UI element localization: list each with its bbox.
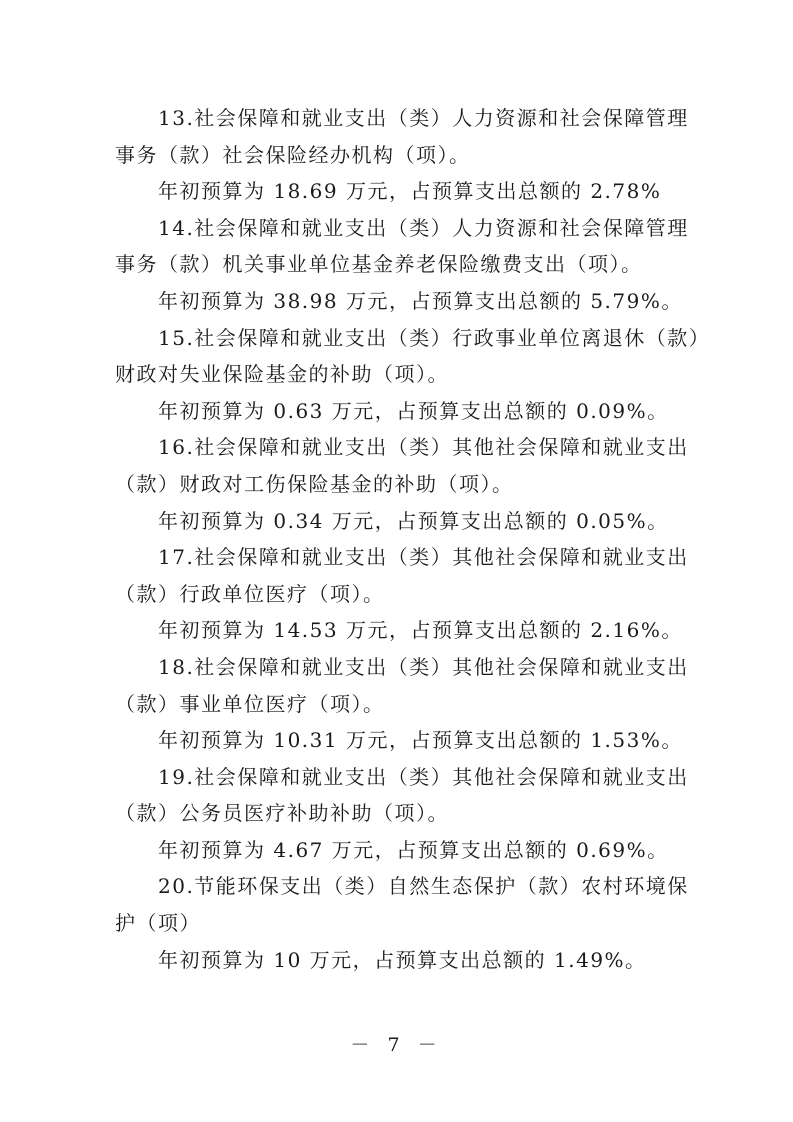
- item-13-budget: 年初预算为 18.69 万元，占预算支出总额的 2.78%: [158, 179, 662, 204]
- item-14-heading-cont: 事务（款）机关事业单位基金养老保险缴费支出（项）。: [115, 252, 643, 277]
- item-16-heading: 16.社会保障和就业支出（类）其他社会保障和就业支出: [158, 435, 689, 460]
- item-14-heading: 14.社会保障和就业支出（类）人力资源和社会保障管理: [158, 215, 689, 240]
- item-18-heading: 18.社会保障和就业支出（类）其他社会保障和就业支出: [158, 654, 689, 679]
- page-number: － 7 －: [350, 1034, 443, 1056]
- item-20-heading: 20.节能环保支出（类）自然生态保护（款）农村环境保: [158, 874, 689, 899]
- item-15-budget: 年初预算为 0.63 万元，占预算支出总额的 0.09%。: [158, 398, 669, 423]
- item-19-heading: 19.社会保障和就业支出（类）其他社会保障和就业支出: [158, 764, 689, 789]
- item-17-budget: 年初预算为 14.53 万元，占预算支出总额的 2.16%。: [158, 618, 683, 643]
- item-17-heading: 17.社会保障和就业支出（类）其他社会保障和就业支出: [158, 545, 689, 570]
- item-15-heading-cont: 财政对失业保险基金的补助（项）。: [115, 362, 449, 387]
- item-18-heading-cont: （款）事业单位医疗（项）。: [115, 691, 385, 716]
- item-13-heading-cont: 事务（款）社会保险经办机构（项）。: [115, 142, 471, 167]
- item-17-heading-cont: （款）行政单位医疗（项）。: [115, 581, 385, 606]
- item-20-budget: 年初预算为 10 万元，占预算支出总额的 1.49%。: [158, 947, 647, 972]
- item-13-heading: 13.社会保障和就业支出（类）人力资源和社会保障管理: [158, 106, 689, 130]
- item-19-budget: 年初预算为 4.67 万元，占预算支出总额的 0.69%。: [158, 837, 669, 862]
- item-15-heading: 15.社会保障和就业支出（类）行政事业单位离退休（款）: [158, 325, 711, 350]
- item-16-budget: 年初预算为 0.34 万元，占预算支出总额的 0.05%。: [158, 508, 669, 533]
- item-20-heading-cont: 护（项）: [115, 911, 201, 936]
- item-19-heading-cont: （款）公务员医疗补助补助（项）。: [115, 801, 449, 826]
- item-18-budget: 年初预算为 10.31 万元，占预算支出总额的 1.53%。: [158, 728, 683, 753]
- item-14-budget: 年初预算为 38.98 万元，占预算支出总额的 5.79%。: [158, 288, 683, 313]
- document-body: [115, 100, 711, 978]
- item-16-heading-cont: （款）财政对工伤保险基金的补助（项）。: [115, 471, 514, 496]
